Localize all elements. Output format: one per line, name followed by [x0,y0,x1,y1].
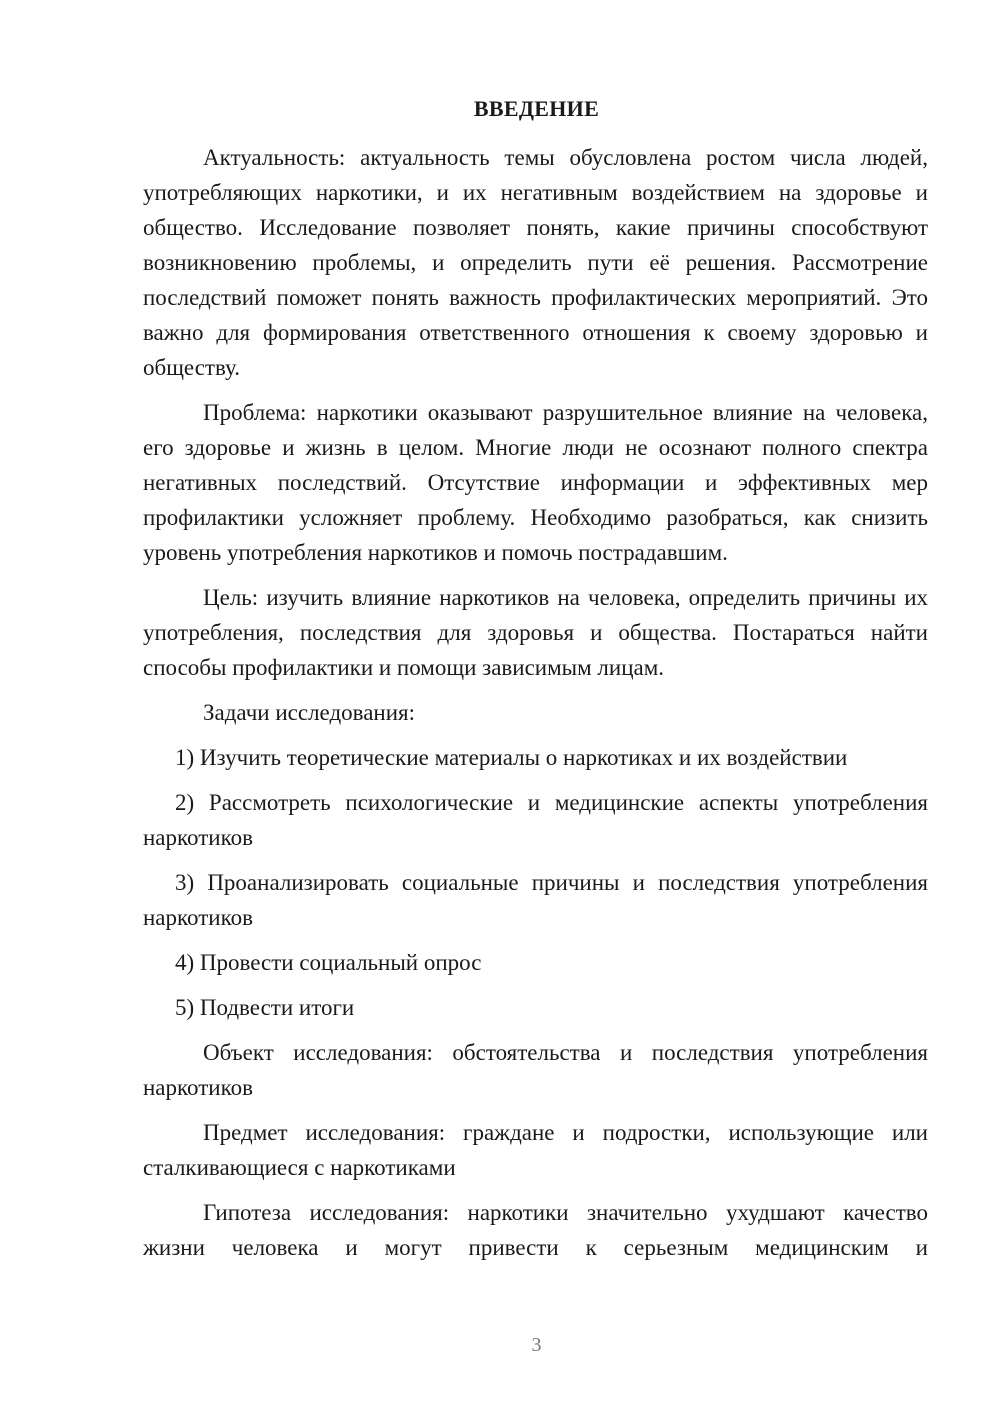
task-item-1: 1) Изучить теоретические материалы о наркотиках и их воздействии [175,745,848,770]
task-item-5: 5) Подвести итоги [175,995,355,1020]
page-title: ВВЕДЕНИЕ [473,96,600,121]
document-body [143,140,928,1265]
paragraph-relevance: Актуальность: актуальность темы обусловлена ростом числа людей, употребляющих наркотики, и их негативным воздействием на здоровье и общество. Исследование позволяет понять, какие причины способствуют возникновению проблемы, и определить пути её решения. Рассмотрение последствий поможет понять важность профилактических мероприятий. Это важно для формирования ответственного отношения к своему здоровью и обществу. [143,145,928,380]
page-number: 3 [531,1334,542,1356]
paragraph-tasks-heading: Задачи исследования: [203,700,416,725]
paragraph-subject: Предмет исследования: граждане и подростки, использующие или сталкивающиеся с наркотиками [143,1120,928,1180]
paragraph-goal: Цель: изучить влияние наркотиков на человека, определить причины их употребления, последствия для здоровья и общества. Постараться найти способы профилактики и помощи зависимым лицам. [143,585,928,680]
paragraph-hypothesis: Гипотеза исследования: наркотики значительно ухудшают качество жизни человека и могут привести к серьезным медицинским и [143,1200,928,1260]
task-item-2: 2) Рассмотреть психологические и медицинские аспекты употребления наркотиков [143,790,928,850]
task-item-3: 3) Проанализировать социальные причины и последствия употребления наркотиков [143,870,928,930]
paragraph-problem: Проблема: наркотики оказывают разрушительное влияние на человека, его здоровье и жизнь в целом. Многие люди не осознают полного спектра негативных последствий. Отсутствие информации и эффективных мер профилактики усложняет проблему. Необходимо разобраться, как снизить уровень употребления наркотиков и помочь пострадавшим. [143,400,928,565]
task-item-4: 4) Провести социальный опрос [175,950,482,975]
paragraph-object: Объект исследования: обстоятельства и последствия употребления наркотиков [143,1040,928,1100]
